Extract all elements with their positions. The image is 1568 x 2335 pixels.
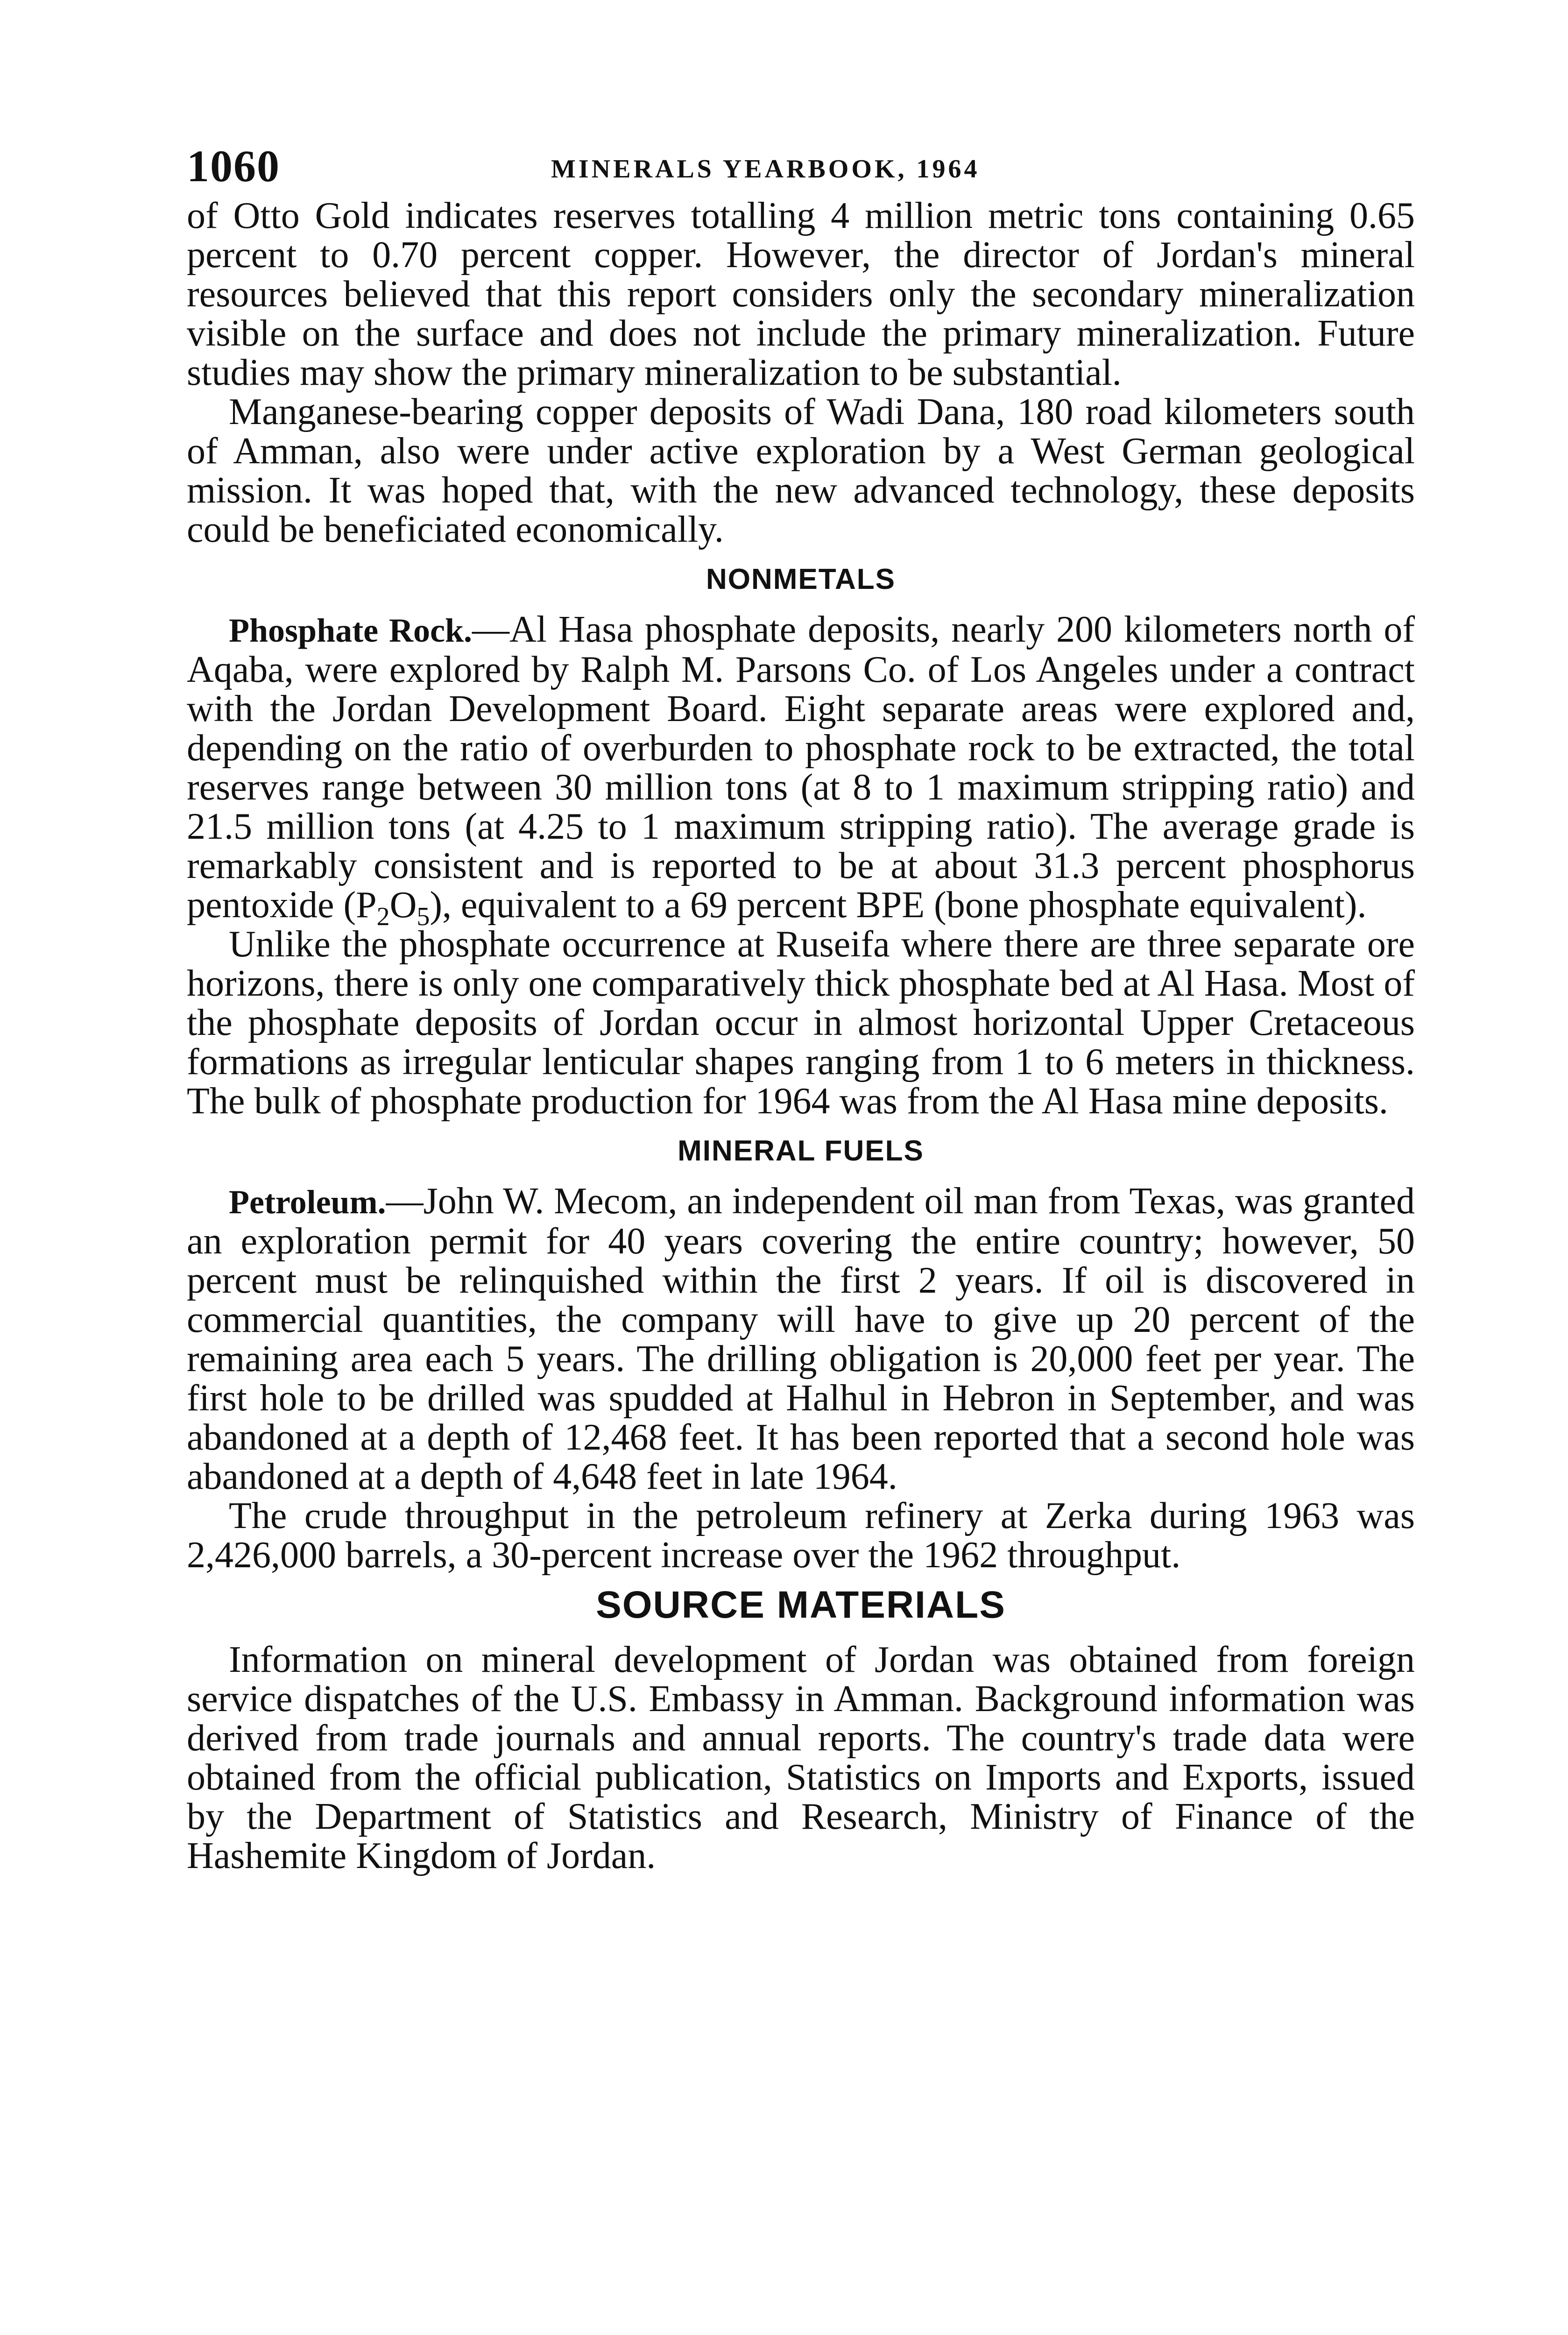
phosphate-text-b: O bbox=[389, 884, 417, 926]
petroleum-runin: Petroleum. bbox=[229, 1183, 386, 1221]
running-head bbox=[187, 140, 1415, 196]
petroleum-paragraph-2: The crude throughput in the petroleum refinery at Zerka during 1963 was 2,426,000 barrels, a 30-percent increase over the 1962 throughput. bbox=[187, 1495, 1415, 1576]
section-heading-nonmetals: NONMETALS bbox=[706, 563, 896, 595]
phosphate-rock-runin: Phosphate Rock. bbox=[229, 612, 472, 649]
petroleum-text: —John W. Mecom, an independent oil man from Texas, was granted an exploration permit for 40 years covering the entire country; however, 50 percent must be relinquished within the first 2 years. If oil is discovered in commercial quantities, the company will have to give up 20 percent of the remaining area each 5 years. The drilling obligation is 20,000 feet per year. The first hole to be drilled was spudded at Halhul in Hebron in September, and was abandoned at a depth of 12,468 feet. It has been reported that a second hole was abandoned at a depth of 4,648 feet in late 1964. bbox=[187, 1181, 1415, 1497]
phosphate-text-c: ), equivalent to a 69 percent BPE (bone phosphate equivalent). bbox=[430, 884, 1367, 926]
petroleum-paragraph-1 bbox=[187, 1182, 1415, 1496]
section-heading-mineral-fuels: MINERAL FUELS bbox=[678, 1135, 924, 1167]
page-number: 1060 bbox=[187, 141, 280, 191]
phosphate-text-a: —Al Hasa phosphate deposits, nearly 200 kilometers north of Aqaba, were explored by Ralph M. Parsons Co. of Los Angeles under a contract with the Jordan Development Board. Eight separate areas were explored and, depending on the ratio of overburden to phosphate rock to be extracted, the total reserves range between 30 million tons (at 8 to 1 maximum stripping ratio) and 21.5 million tons (at 4.25 to 1 maximum stripping ratio). The average grade is remarkably consistent and is reported to be at about 31.3 percent phosphorus pentoxide (P bbox=[187, 609, 1415, 926]
section-heading-source-materials: SOURCE MATERIALS bbox=[596, 1584, 1006, 1626]
copper-paragraph-1: of Otto Gold indicates reserves totalling 4 million metric tons containing 0.65 percent to 0.70 percent copper. However, the director of Jordan's mineral resources believed that this report considers only the secondary mineralization visible on the surface and does not include the primary mineralization. Future studies may show the primary mineralization to be substantial. bbox=[187, 195, 1415, 393]
phosphate-paragraph-1 bbox=[187, 609, 1415, 931]
copper-paragraph-2: Manganese-bearing copper deposits of Wadi Dana, 180 road kilometers south of Amman, also were under active exploration by a West German geological mission. It was hoped that, with the new advanced technology, these deposits could be beneficiated economically. bbox=[187, 391, 1415, 550]
phosphate-paragraph-2: Unlike the phosphate occurrence at Ruseifa where there are three separate ore horizons, there is only one comparatively thick phosphate bed at Al Hasa. Most of the phosphate deposits of Jordan occur in almost horizontal Upper Cretaceous formations as irregular lenticular shapes ranging from 1 to 6 meters in thickness. The bulk of phosphate production for 1964 was from the Al Hasa mine deposits. bbox=[187, 924, 1415, 1122]
running-title: MINERALS YEARBOOK, 1964 bbox=[551, 155, 980, 184]
phosphate-subscript-2: 5 bbox=[417, 902, 430, 931]
page bbox=[187, 140, 1415, 1875]
sources-paragraph: Information on mineral development of Jordan was obtained from foreign service dispatches of the U.S. Embassy in Amman. Background information was derived from trade journals and annual reports. The country's trade data were obtained from the official publication, Statistics on Imports and Exports, issued by the Department of Statistics and Research, Ministry of Finance of the Hashemite Kingdom of Jordan. bbox=[187, 1639, 1415, 1876]
phosphate-subscript-1: 2 bbox=[376, 902, 390, 931]
